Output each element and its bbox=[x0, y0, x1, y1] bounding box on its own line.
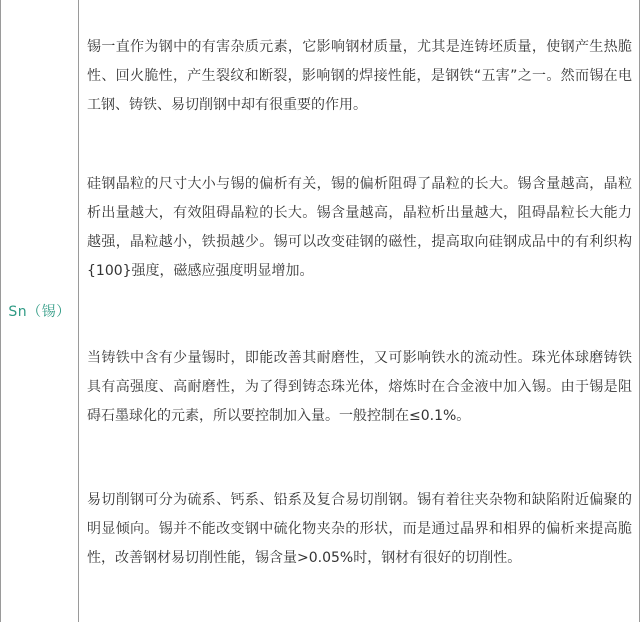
paragraph-free-cutting-steel: 易切削钢可分为硫系、钙系、铅系及复合易切削钢。锡有着往夹杂物和缺陷附近偏聚的明显倾向。锡并不能改变钢中硫化物夹杂的形状，而是通过晶界和相界的偏析来提高脆性，改善钢材易切削性能，锡含量>0.05%时，钢材有很好的切削性。 bbox=[87, 492, 632, 566]
paragraph-harmful-impurity: 锡一直作为钢中的有害杂质元素，它影响钢材质量，尤其是连铸坯质量，使钢产生热脆性、回火脆性，产生裂纹和断裂，影响钢的焊接性能，是钢铁“五害”之一。然而锡在电工钢、铸铁、易切削钢中却有很重要的作用。 bbox=[87, 39, 632, 113]
paragraph-cast-iron: 当铸铁中含有少量锡时，即能改善其耐磨性，又可影响铁水的流动性。珠光体球磨铸铁具有高强度、高耐磨性，为了得到铸态珠光体，熔炼时在合金液中加入锡。由于锡是阻碍石墨球化的元素，所以要控制加入量。一般控制在≤0.1%。 bbox=[87, 350, 632, 424]
description-cell bbox=[79, 0, 640, 622]
paragraph-silicon-steel: 硅钢晶粒的尺寸大小与锡的偏析有关，锡的偏析阻碍了晶粒的长大。锡含量越高，晶粒析出量越大，有效阻碍晶粒的长大。锡含量越高，晶粒析出量越大，阻碍晶粒长大能力越强，晶粒越小，铁损越少。锡可以改变硅钢的磁性，提高取向硅钢成品中的有利织构{100}强度，磁感应强度明显增加。 bbox=[87, 176, 632, 279]
element-label: Sn（锡） bbox=[8, 304, 71, 320]
element-label-cell bbox=[1, 0, 79, 622]
